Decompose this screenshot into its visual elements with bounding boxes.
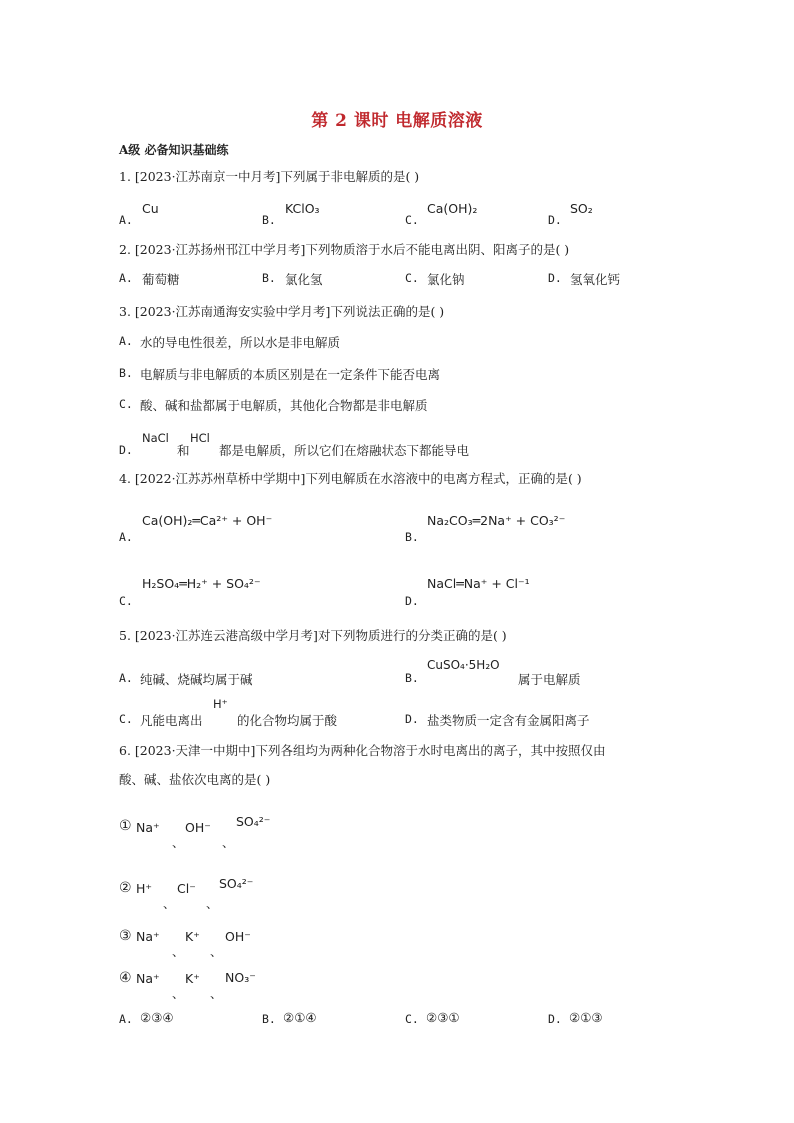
option-label: D. [405, 712, 419, 726]
separator: 、 [172, 836, 185, 850]
option-text: ②①④ [283, 1010, 317, 1025]
separator: 、 [206, 897, 219, 911]
option-label: A. [119, 334, 133, 348]
option-text: 和 [177, 443, 190, 458]
group-number: ③ [119, 928, 132, 944]
section-heading: A级 必备知识基础练 [119, 143, 229, 157]
question-6-stem-line-2: 酸、碱、盐依次电离的是( ) [119, 772, 271, 787]
option-text: 氯化钠 [427, 272, 465, 287]
option-text: 葡萄糖 [142, 272, 180, 287]
ion: NO₃⁻ [225, 970, 256, 985]
option-label: B. [262, 271, 276, 285]
group-number: ① [119, 818, 132, 834]
question-1-stem: 1. [2023·江苏南京一中月考]下列属于非电解质的是( ) [119, 169, 420, 184]
option-label: D. [119, 443, 133, 457]
option-label: B. [119, 366, 133, 380]
option-formula: Cu [142, 201, 159, 216]
option-label: D. [548, 271, 562, 285]
option-formula: H⁺ [213, 697, 228, 711]
option-text: 氯化氢 [285, 272, 323, 287]
option-text: 水的导电性很差，所以水是非电解质 [140, 335, 341, 350]
option-label: C. [405, 271, 419, 285]
ion: Na⁺ [136, 820, 160, 835]
option-label: C. [405, 213, 419, 227]
option-label: C. [119, 594, 133, 608]
option-formula: CuSO₄·5H₂O [427, 658, 500, 672]
option-formula: HCl [190, 431, 210, 445]
option-text: ②③④ [140, 1010, 174, 1025]
ion: Na⁺ [136, 971, 160, 986]
ion: OH⁻ [185, 820, 211, 835]
option-label: B. [262, 213, 276, 227]
option-text: 电解质与非电解质的本质区别是在一定条件下能否电离 [140, 367, 441, 382]
option-text: 的化合物均属于酸 [237, 713, 338, 728]
option-formula: KClO₃ [285, 201, 320, 216]
option-label: D. [405, 594, 419, 608]
ion: Cl⁻ [177, 881, 196, 896]
option-label: A. [119, 530, 133, 544]
option-text: 酸、碱和盐都属于电解质，其他化合物都是非电解质 [140, 398, 428, 413]
separator: 、 [210, 945, 223, 959]
option-formula: NaCl [142, 431, 169, 445]
option-equation: NaCl═Na⁺ + Cl⁻¹ [427, 576, 530, 591]
option-formula: Ca(OH)₂ [427, 201, 478, 216]
option-label: D. [548, 1012, 562, 1026]
option-label: C. [119, 397, 133, 411]
option-equation: H₂SO₄═H₂⁺ + SO₄²⁻ [142, 576, 261, 591]
separator: 、 [172, 945, 185, 959]
ion: SO₄²⁻ [219, 876, 254, 891]
option-text: 属于电解质 [518, 672, 581, 687]
option-text: ②①③ [569, 1010, 603, 1025]
separator: 、 [210, 987, 223, 1001]
option-label: B. [405, 530, 419, 544]
option-equation: Na₂CO₃═2Na⁺ + CO₃²⁻ [427, 513, 566, 528]
option-text: 氢氧化钙 [570, 272, 621, 287]
separator: 、 [163, 897, 176, 911]
ion: OH⁻ [225, 929, 251, 944]
group-number: ② [119, 880, 132, 896]
question-6-stem-line-1: 6. [2023·天津一中期中]下列各组均为两种化合物溶于水时电离出的离子，其中按照仅由 [119, 743, 606, 758]
question-2-stem: 2. [2023·江苏扬州邗江中学月考]下列物质溶于水后不能电离出阴、阳离子的是( ) [119, 242, 570, 257]
option-label: D. [548, 213, 562, 227]
option-equation: Ca(OH)₂═Ca²⁺ + OH⁻ [142, 513, 273, 528]
option-label: A. [119, 671, 133, 685]
option-label: A. [119, 213, 133, 227]
option-text: 都是电解质，所以它们在熔融状态下都能导电 [219, 443, 470, 458]
separator: 、 [222, 836, 235, 850]
option-label: A. [119, 1012, 133, 1026]
option-text: 盐类物质一定含有金属阳离子 [427, 713, 590, 728]
question-4-stem: 4. [2022·江苏苏州草桥中学期中]下列电解质在水溶液中的电离方程式，正确的是( ) [119, 471, 582, 486]
option-label: C. [119, 712, 133, 726]
option-text: 纯碱、烧碱均属于碱 [140, 672, 253, 687]
ion: H⁺ [136, 881, 152, 896]
option-label: B. [262, 1012, 276, 1026]
option-label: C. [405, 1012, 419, 1026]
ion: SO₄²⁻ [236, 814, 271, 829]
option-text: ②③① [426, 1010, 460, 1025]
page-title: 第 2 课时 电解质溶液 [311, 111, 483, 131]
option-label: A. [119, 271, 133, 285]
question-3-stem: 3. [2023·江苏南通海安实验中学月考]下列说法正确的是( ) [119, 304, 445, 319]
option-formula: SO₂ [570, 201, 593, 216]
option-label: B. [405, 671, 419, 685]
question-5-stem: 5. [2023·江苏连云港高级中学月考]对下列物质进行的分类正确的是( ) [119, 628, 507, 643]
option-text: 凡能电离出 [140, 713, 203, 728]
separator: 、 [172, 987, 185, 1001]
ion: K⁺ [185, 929, 200, 944]
group-number: ④ [119, 970, 132, 986]
ion: Na⁺ [136, 929, 160, 944]
ion: K⁺ [185, 971, 200, 986]
